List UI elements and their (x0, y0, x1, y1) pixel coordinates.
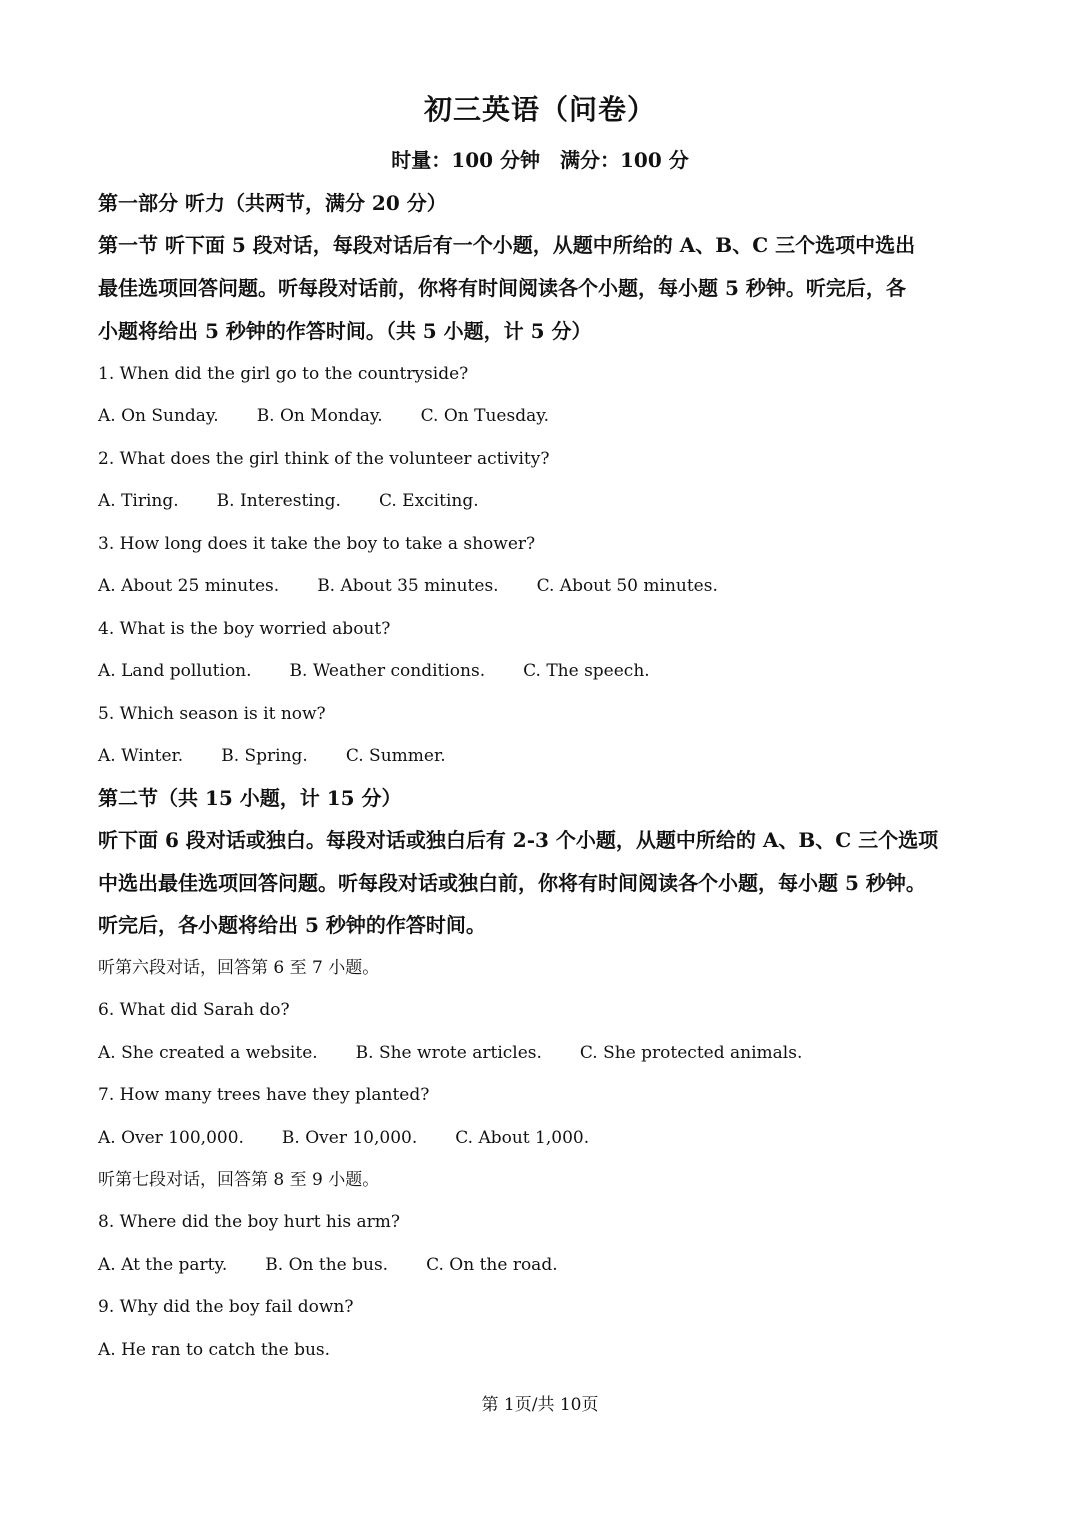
option-c: C. The speech. (523, 661, 650, 681)
dialogue-7-note: 听第七段对话，回答第 8 至 9 小题。 (98, 1170, 380, 1190)
option-b: B. On the bus. (265, 1255, 389, 1275)
option-a: A. She created a website. (98, 1043, 318, 1063)
section2-instruction-line-1: 听下面 6 段对话或独白。每段对话或独白后有 2-3 个小题，从题中所给的 A、B、C 三个选项 (98, 828, 939, 852)
option-b: B. On Monday. (256, 406, 383, 426)
option-a: A. About 25 minutes. (98, 576, 280, 596)
question-8-options (98, 1252, 558, 1278)
section2-instruction-line-3: 听完后，各小题将给出 5 秒钟的作答时间。 (98, 913, 486, 937)
option-a: A. Over 100,000. (98, 1128, 244, 1148)
question-1-options (98, 403, 549, 429)
option-c: C. About 50 minutes. (536, 576, 718, 596)
option-a: A. Tiring. (98, 491, 179, 511)
question-4: 4. What is the boy worried about? (98, 619, 391, 639)
dialogue-6-note: 听第六段对话，回答第 6 至 7 小题。 (98, 958, 380, 978)
page-number: 第 1页/共 10页 (481, 1395, 599, 1415)
question-6-options (98, 1040, 802, 1066)
part1-heading: 第一部分 听力（共两节，满分 20 分） (98, 191, 447, 215)
question-9-option-a: A. He ran to catch the bus. (98, 1340, 331, 1360)
option-b: B. About 35 minutes. (317, 576, 499, 596)
exam-meta: 时量：100 分钟 满分：100 分 (391, 148, 689, 172)
option-b: B. She wrote articles. (355, 1043, 542, 1063)
question-3-options (98, 573, 718, 599)
question-7-options (98, 1125, 589, 1151)
option-a: A. At the party. (98, 1255, 228, 1275)
option-c: C. Summer. (345, 746, 446, 766)
question-1: 1. When did the girl go to the countryside? (98, 364, 469, 384)
section2-instruction-line-2: 中选出最佳选项回答问题。听每段对话或独白前，你将有时间阅读各个小题，每小题 5 秒钟。 (98, 871, 926, 895)
option-c: C. On Tuesday. (420, 406, 549, 426)
option-c: C. About 1,000. (455, 1128, 590, 1148)
question-5-options (98, 743, 446, 769)
option-b: B. Over 10,000. (281, 1128, 418, 1148)
question-4-options (98, 658, 650, 684)
question-2: 2. What does the girl think of the volunteer activity? (98, 449, 550, 469)
question-8: 8. Where did the boy hurt his arm? (98, 1212, 400, 1232)
option-a: A. Winter. (98, 746, 184, 766)
option-b: B. Weather conditions. (289, 661, 486, 681)
question-7: 7. How many trees have they planted? (98, 1085, 430, 1105)
option-b: B. Spring. (221, 746, 308, 766)
question-9: 9. Why did the boy fail down? (98, 1297, 354, 1317)
question-2-options (98, 488, 479, 514)
section1-instruction-line-2: 最佳选项回答问题。听每段对话前，你将有时间阅读各个小题，每小题 5 秒钟。听完后，各 (98, 276, 906, 300)
option-c: C. She protected animals. (579, 1043, 803, 1063)
option-a: A. On Sunday. (98, 406, 219, 426)
section1-instruction-line-1: 第一节 听下面 5 段对话，每段对话后有一个小题，从题中所给的 A、B、C 三个选项中选出 (98, 233, 916, 257)
question-6: 6. What did Sarah do? (98, 1000, 290, 1020)
option-a: A. Land pollution. (98, 661, 252, 681)
page-title: 初三英语（问卷） (423, 93, 656, 126)
option-c: C. Exciting. (378, 491, 479, 511)
option-b: B. Interesting. (216, 491, 341, 511)
section2-heading: 第二节（共 15 小题，计 15 分） (98, 786, 402, 810)
option-c: C. On the road. (426, 1255, 558, 1275)
question-3: 3. How long does it take the boy to take a shower? (98, 534, 536, 554)
section1-instruction-line-3: 小题将给出 5 秒钟的作答时间。（共 5 小题，计 5 分） (98, 319, 592, 343)
question-5: 5. Which season is it now? (98, 704, 326, 724)
